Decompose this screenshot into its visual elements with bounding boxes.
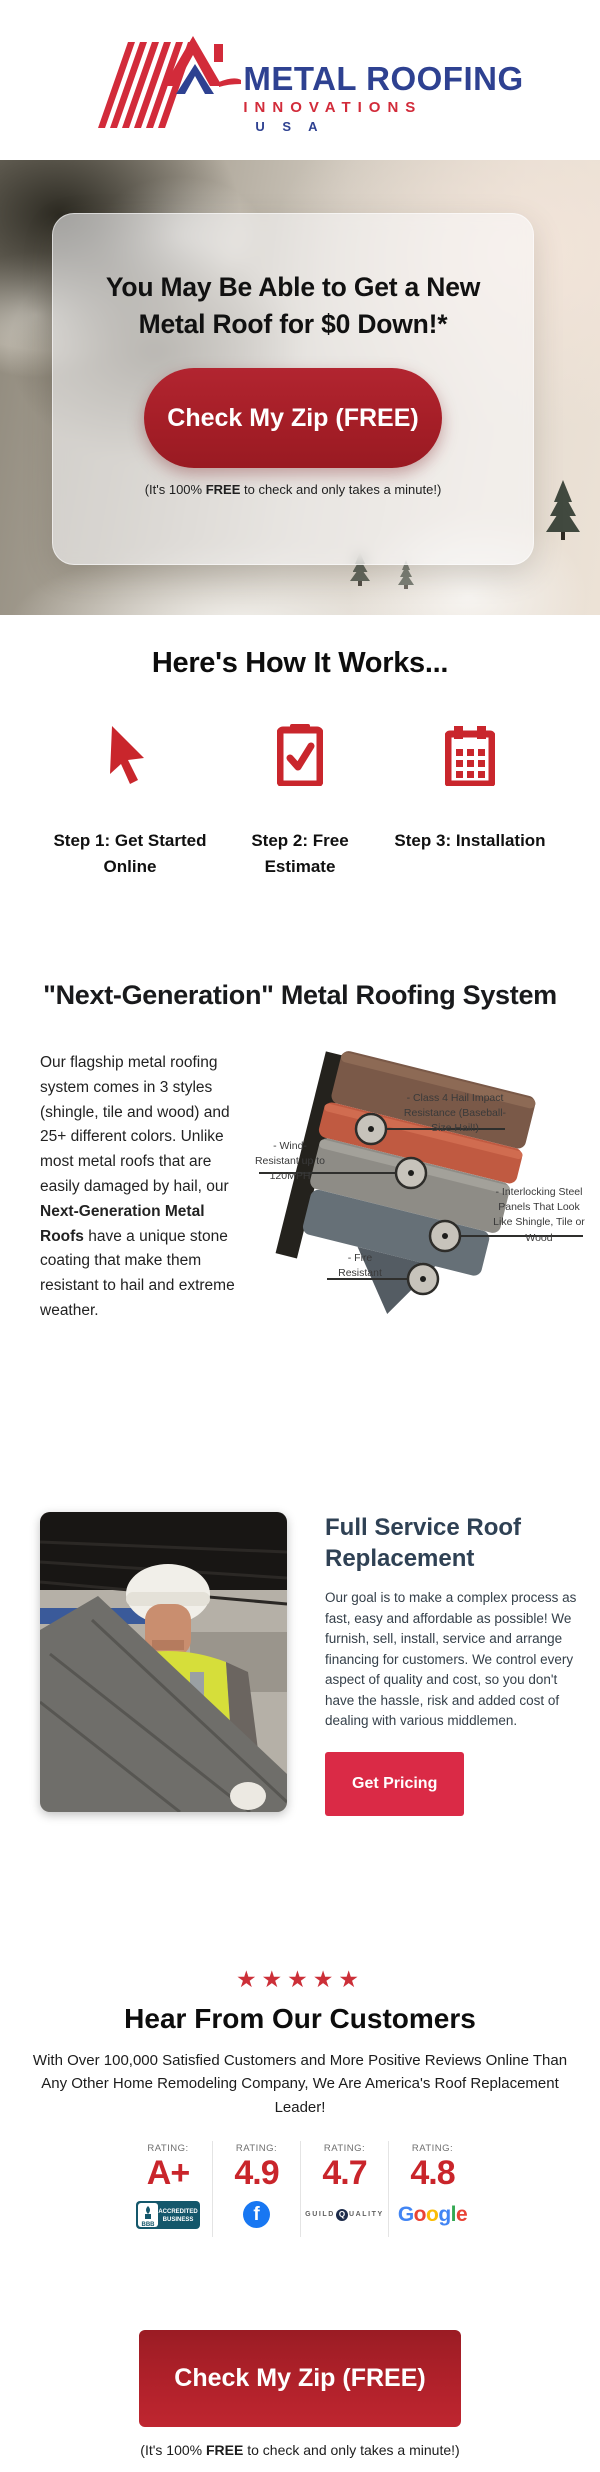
next-gen-title: "Next-Generation" Metal Roofing System bbox=[43, 980, 557, 1010]
how-it-works-title: Here's How It Works... bbox=[151, 647, 449, 679]
brand-subname: INNOVATIONS bbox=[243, 99, 423, 116]
video-thumbnail[interactable] bbox=[40, 1512, 287, 1812]
bbb-line1: ACCREDITED bbox=[158, 2208, 198, 2215]
next-gen-section bbox=[0, 920, 600, 1490]
bbb-logo-icon bbox=[124, 2199, 212, 2231]
customers-section bbox=[0, 1960, 600, 2330]
callout-wind: - Wind-Resistant up to 120MPH bbox=[254, 1140, 326, 1183]
customers-title: Hear From Our Customers bbox=[124, 2003, 476, 2034]
rating-bbb bbox=[124, 2141, 212, 2237]
cursor-icon bbox=[45, 722, 215, 786]
rating-guildquality bbox=[300, 2141, 388, 2237]
rating-label: RATING: bbox=[235, 2142, 278, 2154]
step-1-label: Step 1: Get Started Online bbox=[53, 831, 207, 876]
callout-hail: - Class 4 Hail Impact Resistance (Baseball-Size Hail!) bbox=[403, 1092, 507, 1135]
footer-note-free: FREE bbox=[206, 2442, 244, 2458]
footer-note bbox=[0, 2442, 600, 2458]
bbb-line2: BUSINESS bbox=[162, 2216, 194, 2223]
brand-wordmark bbox=[243, 24, 523, 134]
hero-note-suffix: to check and only takes a minute!) bbox=[240, 482, 442, 498]
hero-section bbox=[0, 160, 600, 615]
step-2 bbox=[215, 722, 385, 879]
rating-google bbox=[388, 2141, 476, 2237]
footer-cta-section bbox=[0, 2330, 600, 2472]
callout-fire: - Fire Resistant bbox=[338, 1252, 382, 1280]
google-letter: o bbox=[413, 2202, 426, 2226]
rating-label: RATING: bbox=[147, 2142, 189, 2154]
next-gen-paragraph bbox=[40, 1051, 245, 1391]
hero-note-prefix: (It's 100% bbox=[144, 482, 206, 498]
check-my-zip-button-footer[interactable]: Check My Zip (FREE) bbox=[139, 2330, 461, 2427]
rating-value-bbb: A+ bbox=[146, 2153, 190, 2192]
rating-facebook bbox=[212, 2141, 300, 2237]
google-letter: G bbox=[397, 2202, 414, 2226]
brand-country: U S A bbox=[255, 119, 325, 134]
hero-headline: You May Be Able to Get a New Metal Roof for $0 Down!* bbox=[105, 272, 481, 339]
calendar-icon bbox=[385, 722, 555, 786]
step-2-label: Step 2: Free Estimate bbox=[251, 831, 349, 876]
footer-note-suffix: to check and only takes a minute!) bbox=[243, 2442, 460, 2458]
google-letter: l bbox=[450, 2202, 456, 2226]
clipboard-check-icon bbox=[215, 722, 385, 786]
guild-part1: GUILD bbox=[305, 2211, 335, 2219]
rating-value-google: 4.8 bbox=[410, 2153, 455, 2192]
google-logo-icon bbox=[389, 2199, 476, 2231]
guild-part2: UALITY bbox=[348, 2211, 384, 2219]
five-stars-icon: ★★★★★ bbox=[235, 1966, 365, 1992]
ratings-row bbox=[0, 2141, 600, 2237]
full-service-paragraph: Our goal is to make a complex process as fast, easy and affordable as possible! We furnish, sell, install, service and arrange financing for customers. We control every aspect of quality and cost, so you don't have the hassle, risk and added cost of dealing with various middlemen. bbox=[325, 1590, 577, 1729]
guildquality-logo-icon bbox=[301, 2199, 388, 2231]
get-pricing-button[interactable]: Get Pricing bbox=[325, 1752, 464, 1816]
footer-note-prefix: (It's 100% bbox=[140, 2442, 206, 2458]
brand-logo bbox=[76, 24, 523, 136]
rating-label: RATING: bbox=[411, 2142, 454, 2154]
next-gen-paragraph-bold: Next-Generation Metal Roofs bbox=[40, 1202, 205, 1245]
google-letter: g bbox=[438, 2202, 451, 2226]
step-3 bbox=[385, 722, 555, 879]
site-header bbox=[0, 0, 600, 160]
steps-row bbox=[0, 722, 600, 879]
hero-note-free: FREE bbox=[205, 482, 241, 498]
rating-value-facebook: 4.9 bbox=[234, 2153, 279, 2192]
pine-tree-icon bbox=[546, 480, 580, 540]
next-gen-paragraph-before: Our flagship metal roofing system comes in 3 styles (shingle, tile and wood) and 25+ different colors. Unlike most metal roofs that are easily damaged by hail, our bbox=[40, 1054, 230, 1195]
step-1 bbox=[45, 722, 215, 879]
google-letter: e bbox=[455, 2202, 468, 2226]
rating-label: RATING: bbox=[323, 2142, 366, 2154]
hero-note bbox=[53, 482, 533, 497]
guild-q: Q bbox=[336, 2209, 348, 2221]
facebook-logo-icon bbox=[213, 2199, 300, 2231]
customers-subtitle: With Over 100,000 Satisfied Customers and More Positive Reviews Online Than Any Other Home Remodeling Company, We Are America's Roof Replacement Leader! bbox=[32, 2052, 568, 2116]
roof-layers-diagram bbox=[253, 1051, 593, 1391]
rating-value-guildquality: 4.7 bbox=[322, 2153, 367, 2192]
bbb-abbr: BBB bbox=[141, 2221, 155, 2228]
step-3-label: Step 3: Installation bbox=[394, 831, 546, 850]
callout-interlock: - Interlocking Steel Panels That Look Like Shingle, Tile or Wood bbox=[493, 1186, 585, 1244]
check-my-zip-button[interactable]: Check My Zip (FREE) bbox=[144, 368, 442, 468]
full-service-section bbox=[0, 1490, 600, 1960]
next-gen-paragraph-after: have a unique stone coating that make them resistant to hail and extreme weather. bbox=[40, 1227, 235, 1319]
roof-logo-icon bbox=[76, 24, 241, 136]
full-service-title: Full Service Roof Replacement bbox=[325, 1514, 522, 1573]
brand-name: METAL ROOFING bbox=[243, 60, 524, 97]
how-it-works-section bbox=[0, 615, 600, 920]
facebook-f: f bbox=[243, 2201, 270, 2228]
hero-card bbox=[52, 213, 534, 565]
google-letter: o bbox=[425, 2202, 439, 2226]
